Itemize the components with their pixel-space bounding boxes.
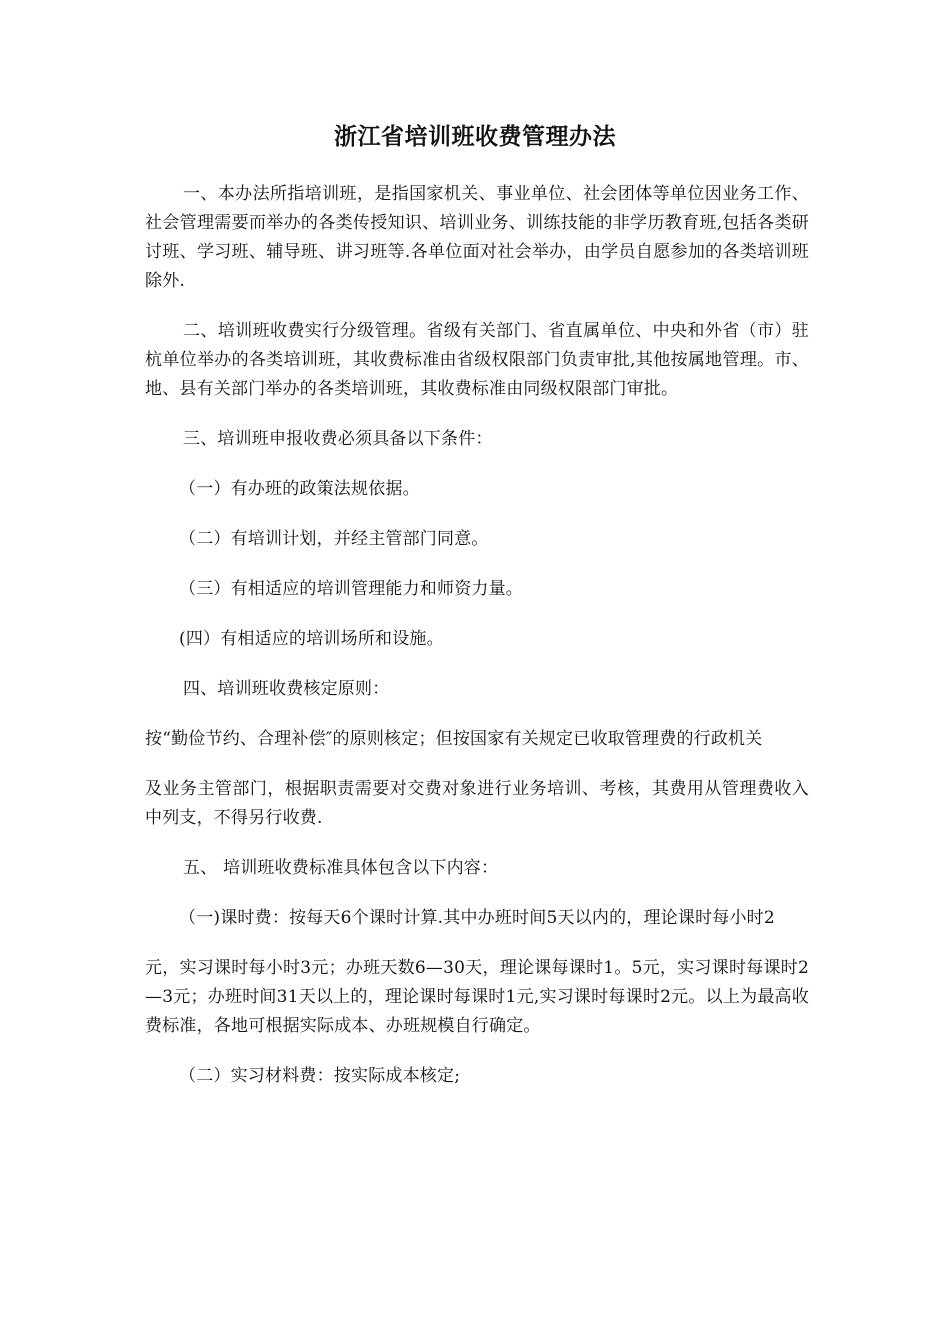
paragraph-4: 四、培训班收费核定原则： [183, 679, 390, 699]
fee-item-2: （二）实习材料费：按实际成本核定; [179, 1066, 461, 1086]
paragraph-2: 二、培训班收费实行分级管理。省级有关部门、省直属单位、中央和外省（市）驻杭单位举办的各类培训班，其收费标准由省级权限部门负责审批,其他按属地管理。市、地、县有关部门举办的各类培训班，其收费标准由同级权限部门审批。 [145, 321, 809, 399]
condition-4: (四）有相适应的培训场所和设施。 [179, 629, 444, 649]
paragraph-3: 三、培训班申报收费必须具备以下条件： [183, 429, 493, 449]
condition-3: （三）有相适应的培训管理能力和师资力量。 [179, 579, 523, 599]
principle-line-1: 按“勤俭节约、合理补偿″的原则核定；但按国家有关规定已收取管理费的行政机关 [145, 729, 763, 749]
condition-2: （二）有培训计划，并经主管部门同意。 [179, 529, 489, 549]
fee-item-1-start: （一)课时费：按每天6个课时计算.其中办班时间5天以内的，理论课时每小时2 [179, 908, 775, 928]
paragraph-5: 五、 培训班收费标准具体包含以下内容： [183, 858, 499, 878]
principle-line-2: 及业务主管部门，根据职责需要对交费对象进行业务培训、考核，其费用从管理费收入中列支，不得另行收费. [145, 779, 809, 828]
paragraph-1: 一、本办法所指培训班，是指国家机关、事业单位、社会团体等单位因业务工作、社会管理需要而举办的各类传授知识、培训业务、训练技能的非学历教育班,包括各类研讨班、学习班、辅导班、讲习班等.各单位面对社会举办，由学员自愿参加的各类培训班除外. [145, 184, 809, 291]
fee-item-1-continued: 元，实习课时每小时3元；办班天数6—30天，理论课每课时1。5元，实习课时每课时2—3元；办班时间31天以上的，理论课时每课时1元,实习课时每课时2元。以上为最高收费标准，各地可根据实际成本、办班规模自行确定。 [145, 958, 809, 1036]
condition-1: （一）有办班的政策法规依据。 [179, 479, 420, 499]
document-body [145, 180, 809, 1091]
document-title: 浙江省培训班收费管理办法 [334, 124, 616, 150]
